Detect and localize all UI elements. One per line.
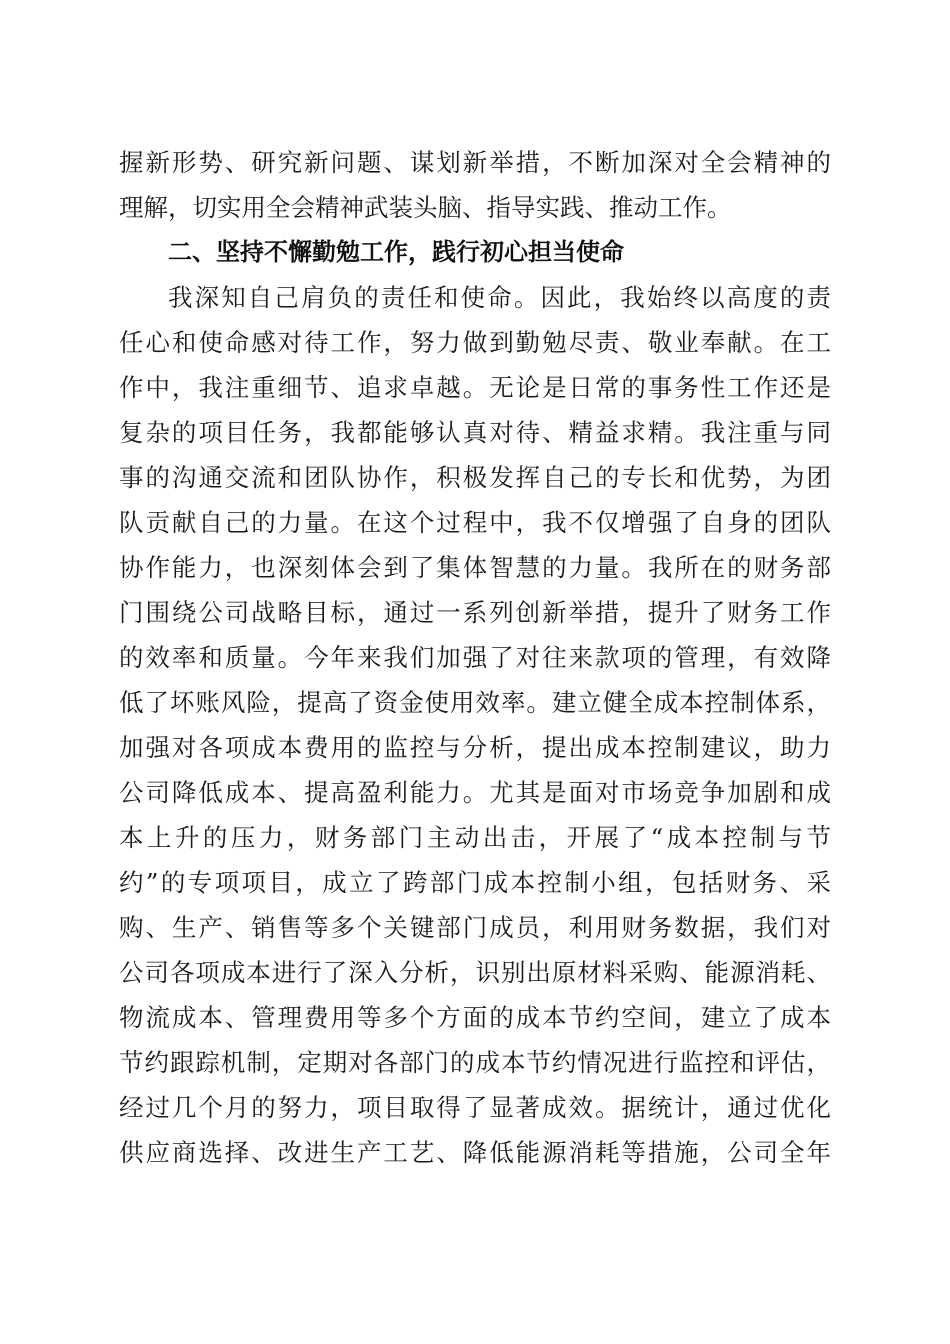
text-line: 经过几个月的努力，项目取得了显著成效。据统计，通过优化 xyxy=(119,1093,831,1122)
text-line: 复杂的项目任务，我都能够认真对待、精益求精。我注重与同 xyxy=(119,418,831,447)
text-line: 协作能力，也深刻体会到了集体智慧的力量。我所在的财务部 xyxy=(119,553,831,582)
text-line: 购、生产、销售等多个关键部门成员，利用财务数据，我们对 xyxy=(119,913,831,942)
text-line: 我深知自己肩负的责任和使命。因此，我始终以高度的责 xyxy=(168,283,831,312)
text-line: 公司各项成本进行了深入分析，识别出原材料采购、能源消耗、 xyxy=(119,958,831,987)
text-line: 节约跟踪机制，定期对各部门的成本节约情况进行监控和评估， xyxy=(119,1048,831,1077)
text-line: 任心和使命感对待工作，努力做到勤勉尽责、敬业奉献。在工 xyxy=(119,328,831,357)
text-line: 事的沟通交流和团队协作，积极发挥自己的专长和优势，为团 xyxy=(119,463,831,492)
text-line: 本上升的压力，财务部门主动出击，开展了“成本控制与节 xyxy=(119,823,831,852)
text-line: 理解，切实用全会精神武装头脑、指导实践、推动工作。 xyxy=(119,193,732,222)
text-line: 约”的专项项目，成立了跨部门成本控制小组，包括财务、采 xyxy=(119,868,831,897)
document-body xyxy=(119,140,831,1175)
text-line: 的效率和质量。今年来我们加强了对往来款项的管理，有效降 xyxy=(119,643,831,672)
text-line: 公司降低成本、提高盈利能力。尤其是面对市场竞争加剧和成 xyxy=(119,778,831,807)
text-line: 握新形势、研究新问题、谋划新举措，不断加深对全会精神的 xyxy=(119,148,831,177)
text-line: 队贡献自己的力量。在这个过程中，我不仅增强了自身的团队 xyxy=(119,508,831,537)
text-line: 低了坏账风险，提高了资金使用效率。建立健全成本控制体系， xyxy=(119,688,831,717)
text-line: 加强对各项成本费用的监控与分析，提出成本控制建议，助力 xyxy=(119,733,831,762)
section-heading: 二、坚持不懈勤勉工作，践行初心担当使命 xyxy=(168,238,624,266)
text-line: 供应商选择、改进生产工艺、降低能源消耗等措施，公司全年 xyxy=(119,1138,831,1167)
text-line: 门围绕公司战略目标，通过一系列创新举措，提升了财务工作 xyxy=(119,598,831,627)
text-line: 作中，我注重细节、追求卓越。无论是日常的事务性工作还是 xyxy=(119,373,831,402)
text-line: 物流成本、管理费用等多个方面的成本节约空间，建立了成本 xyxy=(119,1003,831,1032)
